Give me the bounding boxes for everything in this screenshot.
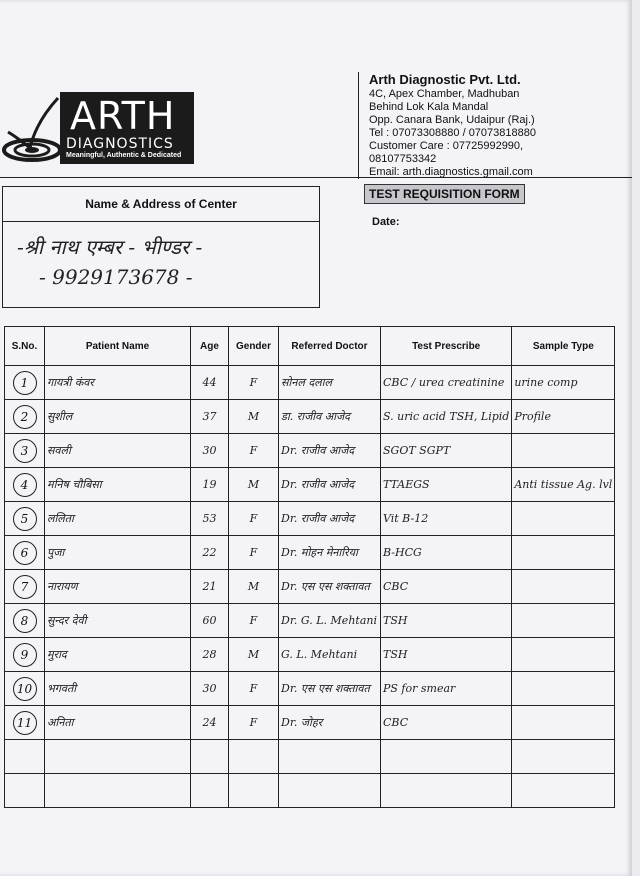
table-row [5,536,615,570]
cell-test-prescribe: TTAEGS [381,468,512,502]
table-row [5,638,615,672]
table-row [5,706,615,740]
cell-sample-type: urine comp [512,366,615,400]
cell-test-prescribe: TSH [381,638,512,672]
cell-age: 37 [191,400,229,434]
cell-sno [5,400,45,434]
cell-test-prescribe: S. uric acid TSH, Lipid [381,400,512,434]
date-label: Date: [372,216,400,228]
serial-number-circle: 1 [13,371,37,395]
cell-age [191,774,229,808]
serial-number-circle: 5 [13,507,37,531]
cell-sno [5,502,45,536]
logo-tagline: Meaningful, Authentic & Dedicated [66,152,182,159]
cell-sno [5,740,45,774]
cell-gender: F [229,672,279,706]
cell-sno [5,366,45,400]
cell-sample-type [512,434,615,468]
cell-gender: M [229,638,279,672]
cell-sno [5,604,45,638]
cell-patient-name: गायत्री कंवर [45,366,191,400]
table-row [5,570,615,604]
col-header-sno: S.No. [5,327,45,366]
cell-gender: M [229,570,279,604]
center-divider [3,221,319,222]
cell-sample-type [512,706,615,740]
cell-sample-type [512,536,615,570]
cell-test-prescribe: Vit B-12 [381,502,512,536]
cell-sample-type [512,672,615,706]
cell-sno [5,706,45,740]
cell-referred-doctor [279,774,381,808]
cell-gender: F [229,366,279,400]
cell-sno [5,468,45,502]
cell-patient-name [45,774,191,808]
center-name-handwritten: -श्री नाथ एम्बर - भीण्डर - [17,235,203,259]
cell-referred-doctor: सोनल दलाल [279,366,381,400]
center-heading: Name & Address of Center [85,197,237,211]
cell-age: 60 [191,604,229,638]
table-row [5,366,615,400]
company-info [358,72,593,179]
cell-referred-doctor: Dr. राजीव आजेद [279,434,381,468]
serial-number-circle: 10 [13,677,37,701]
cell-gender: F [229,536,279,570]
cell-patient-name: भगवती [45,672,191,706]
table-row [5,502,615,536]
cell-gender: F [229,502,279,536]
cell-test-prescribe: PS for smear [381,672,512,706]
form-title: TEST REQUISITION FORM [364,184,525,204]
cell-patient-name [45,740,191,774]
serial-number-circle: 3 [13,439,37,463]
col-header-gender: Gender [229,327,279,366]
cell-test-prescribe [381,774,512,808]
cell-patient-name: सवली [45,434,191,468]
table-row [5,740,615,774]
col-header-patient-name: Patient Name [45,327,191,366]
cell-sample-type [512,638,615,672]
cell-gender: F [229,604,279,638]
cell-age: 21 [191,570,229,604]
serial-number-circle: 9 [13,643,37,667]
cell-referred-doctor: Dr. जोहर [279,706,381,740]
cell-test-prescribe [381,740,512,774]
cell-patient-name: अनिता [45,706,191,740]
cell-test-prescribe: CBC [381,570,512,604]
cell-sno [5,638,45,672]
cell-referred-doctor: Dr. एस एस शक्तावत [279,672,381,706]
cell-age: 24 [191,706,229,740]
cell-referred-doctor: Dr. राजीव आजेद [279,468,381,502]
cell-sample-type [512,740,615,774]
table-row [5,672,615,706]
cell-referred-doctor: Dr. राजीव आजेद [279,502,381,536]
cell-age: 30 [191,434,229,468]
cell-sno [5,774,45,808]
address-line-1: 4C, Apex Chamber, Madhuban [369,88,520,100]
col-header-test-prescribe: Test Prescribe [381,327,512,366]
serial-number-circle: 8 [13,609,37,633]
cell-patient-name: मनिष चौबिसा [45,468,191,502]
cell-age: 19 [191,468,229,502]
cell-sno [5,672,45,706]
serial-number-circle: 11 [13,711,37,735]
cell-test-prescribe: B-HCG [381,536,512,570]
cell-patient-name: पुजा [45,536,191,570]
cell-sno [5,536,45,570]
customer-care: Customer Care : 07725992990, 08107753342 [369,140,524,165]
serial-number-circle: 6 [13,541,37,565]
cell-age: 30 [191,672,229,706]
cell-sample-type: Profile [512,400,615,434]
telephone: Tel : 07073308880 / 07073818880 [369,127,536,139]
cell-age: 22 [191,536,229,570]
serial-number-circle: 4 [13,473,37,497]
center-box [2,186,320,308]
cell-sno [5,570,45,604]
cell-sno [5,434,45,468]
cell-patient-name: सुन्दर देवी [45,604,191,638]
cell-sample-type [512,570,615,604]
address-line-2: Behind Lok Kala Mandal [369,101,489,113]
cell-gender: M [229,468,279,502]
table-row [5,604,615,638]
cell-test-prescribe: CBC [381,706,512,740]
table-row [5,774,615,808]
table-row [5,400,615,434]
table-header-row [5,327,615,366]
cell-gender: F [229,434,279,468]
cell-gender [229,740,279,774]
center-phone-handwritten: - 9929173678 - [39,265,193,289]
serial-number-circle: 7 [13,575,37,599]
cell-sample-type [512,604,615,638]
table-row [5,468,615,502]
cell-test-prescribe: TSH [381,604,512,638]
cell-referred-doctor [279,740,381,774]
logo-title: ARTH [70,94,176,138]
cell-age [191,740,229,774]
cell-referred-doctor: Dr. एस एस शक्तावत [279,570,381,604]
cell-referred-doctor: G. L. Mehtani [279,638,381,672]
cell-test-prescribe: SGOT SGPT [381,434,512,468]
address-line-3: Opp. Canara Bank, Udaipur (Raj.) [369,114,535,126]
company-name: Arth Diagnostic Pvt. Ltd. [369,72,521,87]
cell-referred-doctor: Dr. G. L. Mehtani [279,604,381,638]
cell-sample-type [512,502,615,536]
col-header-sample-type: Sample Type [512,327,615,366]
cell-gender [229,774,279,808]
cell-gender: F [229,706,279,740]
cell-referred-doctor: डा. राजीव आजेद [279,400,381,434]
cell-patient-name: सुशील [45,400,191,434]
cell-age: 44 [191,366,229,400]
col-header-age: Age [191,327,229,366]
cell-sample-type: Anti tissue Ag. lvl [512,468,615,502]
cell-age: 28 [191,638,229,672]
cell-patient-name: ललिता [45,502,191,536]
company-logo [2,92,198,164]
logo-subtitle: DIAGNOSTICS [66,136,174,152]
cell-sample-type [512,774,615,808]
patient-table [4,326,615,808]
cell-patient-name: मुराद [45,638,191,672]
cell-age: 53 [191,502,229,536]
cell-patient-name: नारायण [45,570,191,604]
serial-number-circle: 2 [13,405,37,429]
email: Email: arth.diagnostics.gmail.com [369,166,533,178]
cell-gender: M [229,400,279,434]
cell-test-prescribe: CBC / urea creatinine [381,366,512,400]
table-row [5,434,615,468]
cell-referred-doctor: Dr. मोहन मेनारिया [279,536,381,570]
header-divider [0,177,632,178]
target-checkmark-icon [2,94,64,164]
col-header-referred-doctor: Referred Doctor [279,327,381,366]
